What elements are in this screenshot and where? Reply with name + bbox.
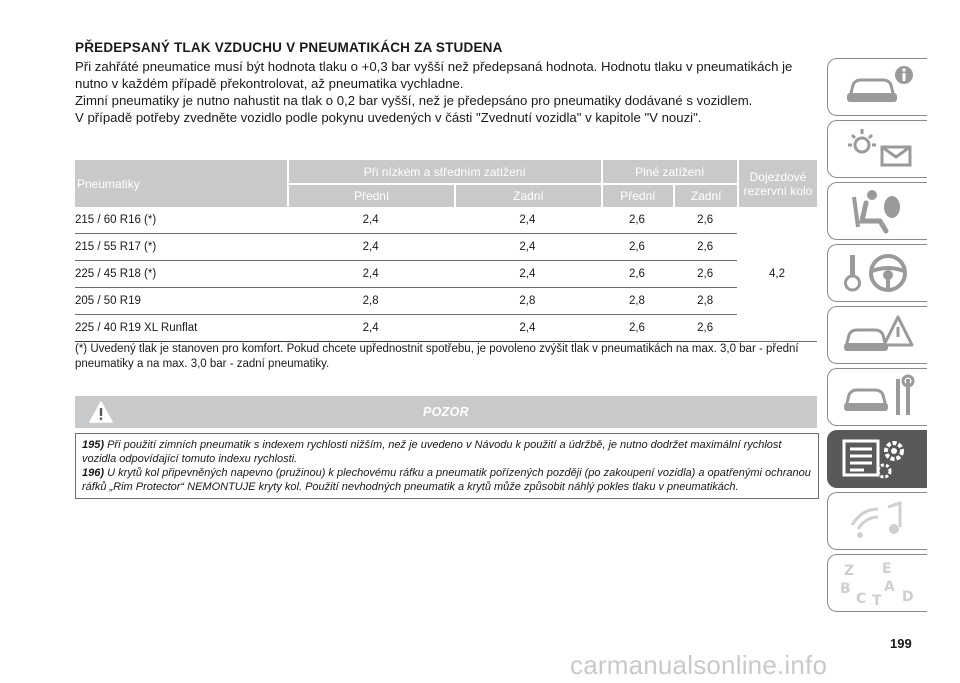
- svg-text:Z: Z: [844, 563, 855, 579]
- paragraph-warm-tyre: Při zahřáté pneumatice musí být hodnota tlaku o +0,3 bar vyšší než předepsaná hodnota. Hodnotu tlaku v pneumatikách je nutno v každém případě překontrolovat, až pneumatika vychladne.: [75, 59, 793, 91]
- header-spare-wheel: Dojezdové rezervní kolo: [737, 160, 817, 207]
- car-info-icon: [838, 63, 918, 111]
- full-front-value: 2,6: [601, 315, 674, 342]
- full-rear-value: 2,6: [673, 315, 737, 342]
- svg-text:E: E: [882, 561, 892, 577]
- header-low-front: Přední: [287, 183, 454, 207]
- tyre-pressure-table: [75, 160, 817, 342]
- svg-text:T: T: [872, 593, 882, 607]
- low-rear-value: 2,4: [454, 234, 600, 261]
- dashboard-lights-icon: [838, 125, 918, 173]
- low-front-value: 2,4: [287, 315, 454, 342]
- warning-item-number: 196): [82, 467, 105, 479]
- tab-starting-driving[interactable]: [827, 244, 927, 302]
- warning-header: [75, 396, 817, 428]
- warning-item: [82, 466, 812, 494]
- full-front-value: 2,6: [601, 234, 674, 261]
- full-rear-value: 2,6: [673, 207, 737, 234]
- full-rear-value: 2,6: [673, 261, 737, 288]
- full-rear-value: 2,6: [673, 234, 737, 261]
- warning-title: POZOR: [423, 405, 469, 419]
- low-front-value: 2,4: [287, 234, 454, 261]
- warning-item-text: Při použití zimních pneumatik s indexem rychlosti nižším, než je uvedeno v Návodu k použití a údržbě, je nutno dodržet maximální rychlost vozidla odpovídající tomuto indexu rychlosti.: [82, 439, 782, 465]
- header-low-rear: Zadní: [454, 183, 600, 207]
- tab-dashboard-lights[interactable]: [827, 120, 927, 178]
- low-front-value: 2,8: [287, 288, 454, 315]
- warning-body: [75, 433, 819, 499]
- full-front-value: 2,6: [601, 261, 674, 288]
- intro-section: [75, 40, 817, 126]
- header-tyres: Pneumatiky: [75, 160, 287, 207]
- tyre-size: 225 / 45 R18 (*): [75, 261, 287, 288]
- table-row: [75, 288, 817, 315]
- full-front-value: 2,6: [601, 207, 674, 234]
- seat-airbag-icon: [838, 187, 918, 235]
- table-row: [75, 207, 817, 234]
- svg-text:C: C: [856, 591, 867, 607]
- tab-safety[interactable]: [827, 182, 927, 240]
- full-rear-value: 2,8: [673, 288, 737, 315]
- tab-emergency[interactable]: [827, 306, 927, 364]
- car-crash-warning-icon: [838, 311, 918, 359]
- tyre-size: 225 / 40 R19 XL Runflat: [75, 315, 287, 342]
- paragraph-lift-vehicle: V případě potřeby zvedněte vozidlo podle pokynu uvedených v části "Zvednutí vozidla" v kapitole "V nouzi".: [75, 110, 702, 125]
- key-steering-wheel-icon: [838, 249, 918, 297]
- low-rear-value: 2,8: [454, 288, 600, 315]
- svg-text:A: A: [884, 579, 895, 595]
- multimedia-music-icon: [838, 497, 918, 545]
- table-row: [75, 315, 817, 342]
- paragraph-winter-tyre: Zimní pneumatiky je nutno nahustit na tlak o 0,2 bar vyšší, než je předepsáno pro pneumatiky dodávané s vozidlem.: [75, 93, 753, 108]
- page-number: 199: [890, 636, 912, 651]
- tyre-size: 205 / 50 R19: [75, 288, 287, 315]
- header-full-front: Přední: [601, 183, 674, 207]
- tab-technical-data[interactable]: [827, 430, 927, 488]
- full-front-value: 2,8: [601, 288, 674, 315]
- header-low-load: Při nízkém a středním zatížení: [287, 160, 601, 183]
- low-rear-value: 2,4: [454, 261, 600, 288]
- alphabetical-index-icon: [838, 559, 918, 607]
- warning-item-number: 195): [82, 439, 105, 451]
- tyre-size: 215 / 55 R17 (*): [75, 234, 287, 261]
- tab-index[interactable]: [827, 554, 927, 612]
- tab-multimedia[interactable]: [827, 492, 927, 550]
- watermark: carmanualsonline.info: [570, 650, 828, 680]
- low-rear-value: 2,4: [454, 315, 600, 342]
- svg-text:B: B: [840, 581, 851, 597]
- low-front-value: 2,4: [287, 207, 454, 234]
- car-service-tools-icon: [838, 373, 918, 421]
- svg-text:D: D: [902, 589, 914, 605]
- section-heading: PŘEDEPSANÝ TLAK VZDUCHU V PNEUMATIKÁCH ZA STUDENA: [75, 40, 503, 55]
- technical-data-icon: [838, 435, 918, 483]
- warning-item: [82, 438, 812, 466]
- warning-item-text: U krytů kol připevněných napevno (pružinou) k plechovému ráfku a pneumatik pořízených později (po zakoupení vozidla) a opatřenými ochranou ráfků „Rim Protector“ NEMONTUJE kryty kol. Použití nevhodných pneumatik a krytů může způsobit náhlý pokles tlaku v pneumatikách.: [82, 467, 811, 493]
- low-rear-value: 2,4: [454, 207, 600, 234]
- low-front-value: 2,4: [287, 261, 454, 288]
- table-row: [75, 234, 817, 261]
- table-row: [75, 261, 817, 288]
- spare-wheel-value: 4,2: [737, 207, 817, 342]
- tab-maintenance[interactable]: [827, 368, 927, 426]
- table-footnote: (*) Uvedený tlak je stanoven pro komfort. Pokud chcete upřednostnit spotřebu, je povoleno zvýšit tlak v pneumatikách na max. 3,0 bar - přední pneumatiky a na max. 3,0 bar - zadní pneumatiky.: [75, 343, 799, 370]
- tyre-size: 215 / 60 R16 (*): [75, 207, 287, 234]
- tab-car-info[interactable]: [827, 58, 927, 116]
- header-full-load: Plné zatížení: [601, 160, 737, 183]
- header-full-rear: Zadní: [673, 183, 737, 207]
